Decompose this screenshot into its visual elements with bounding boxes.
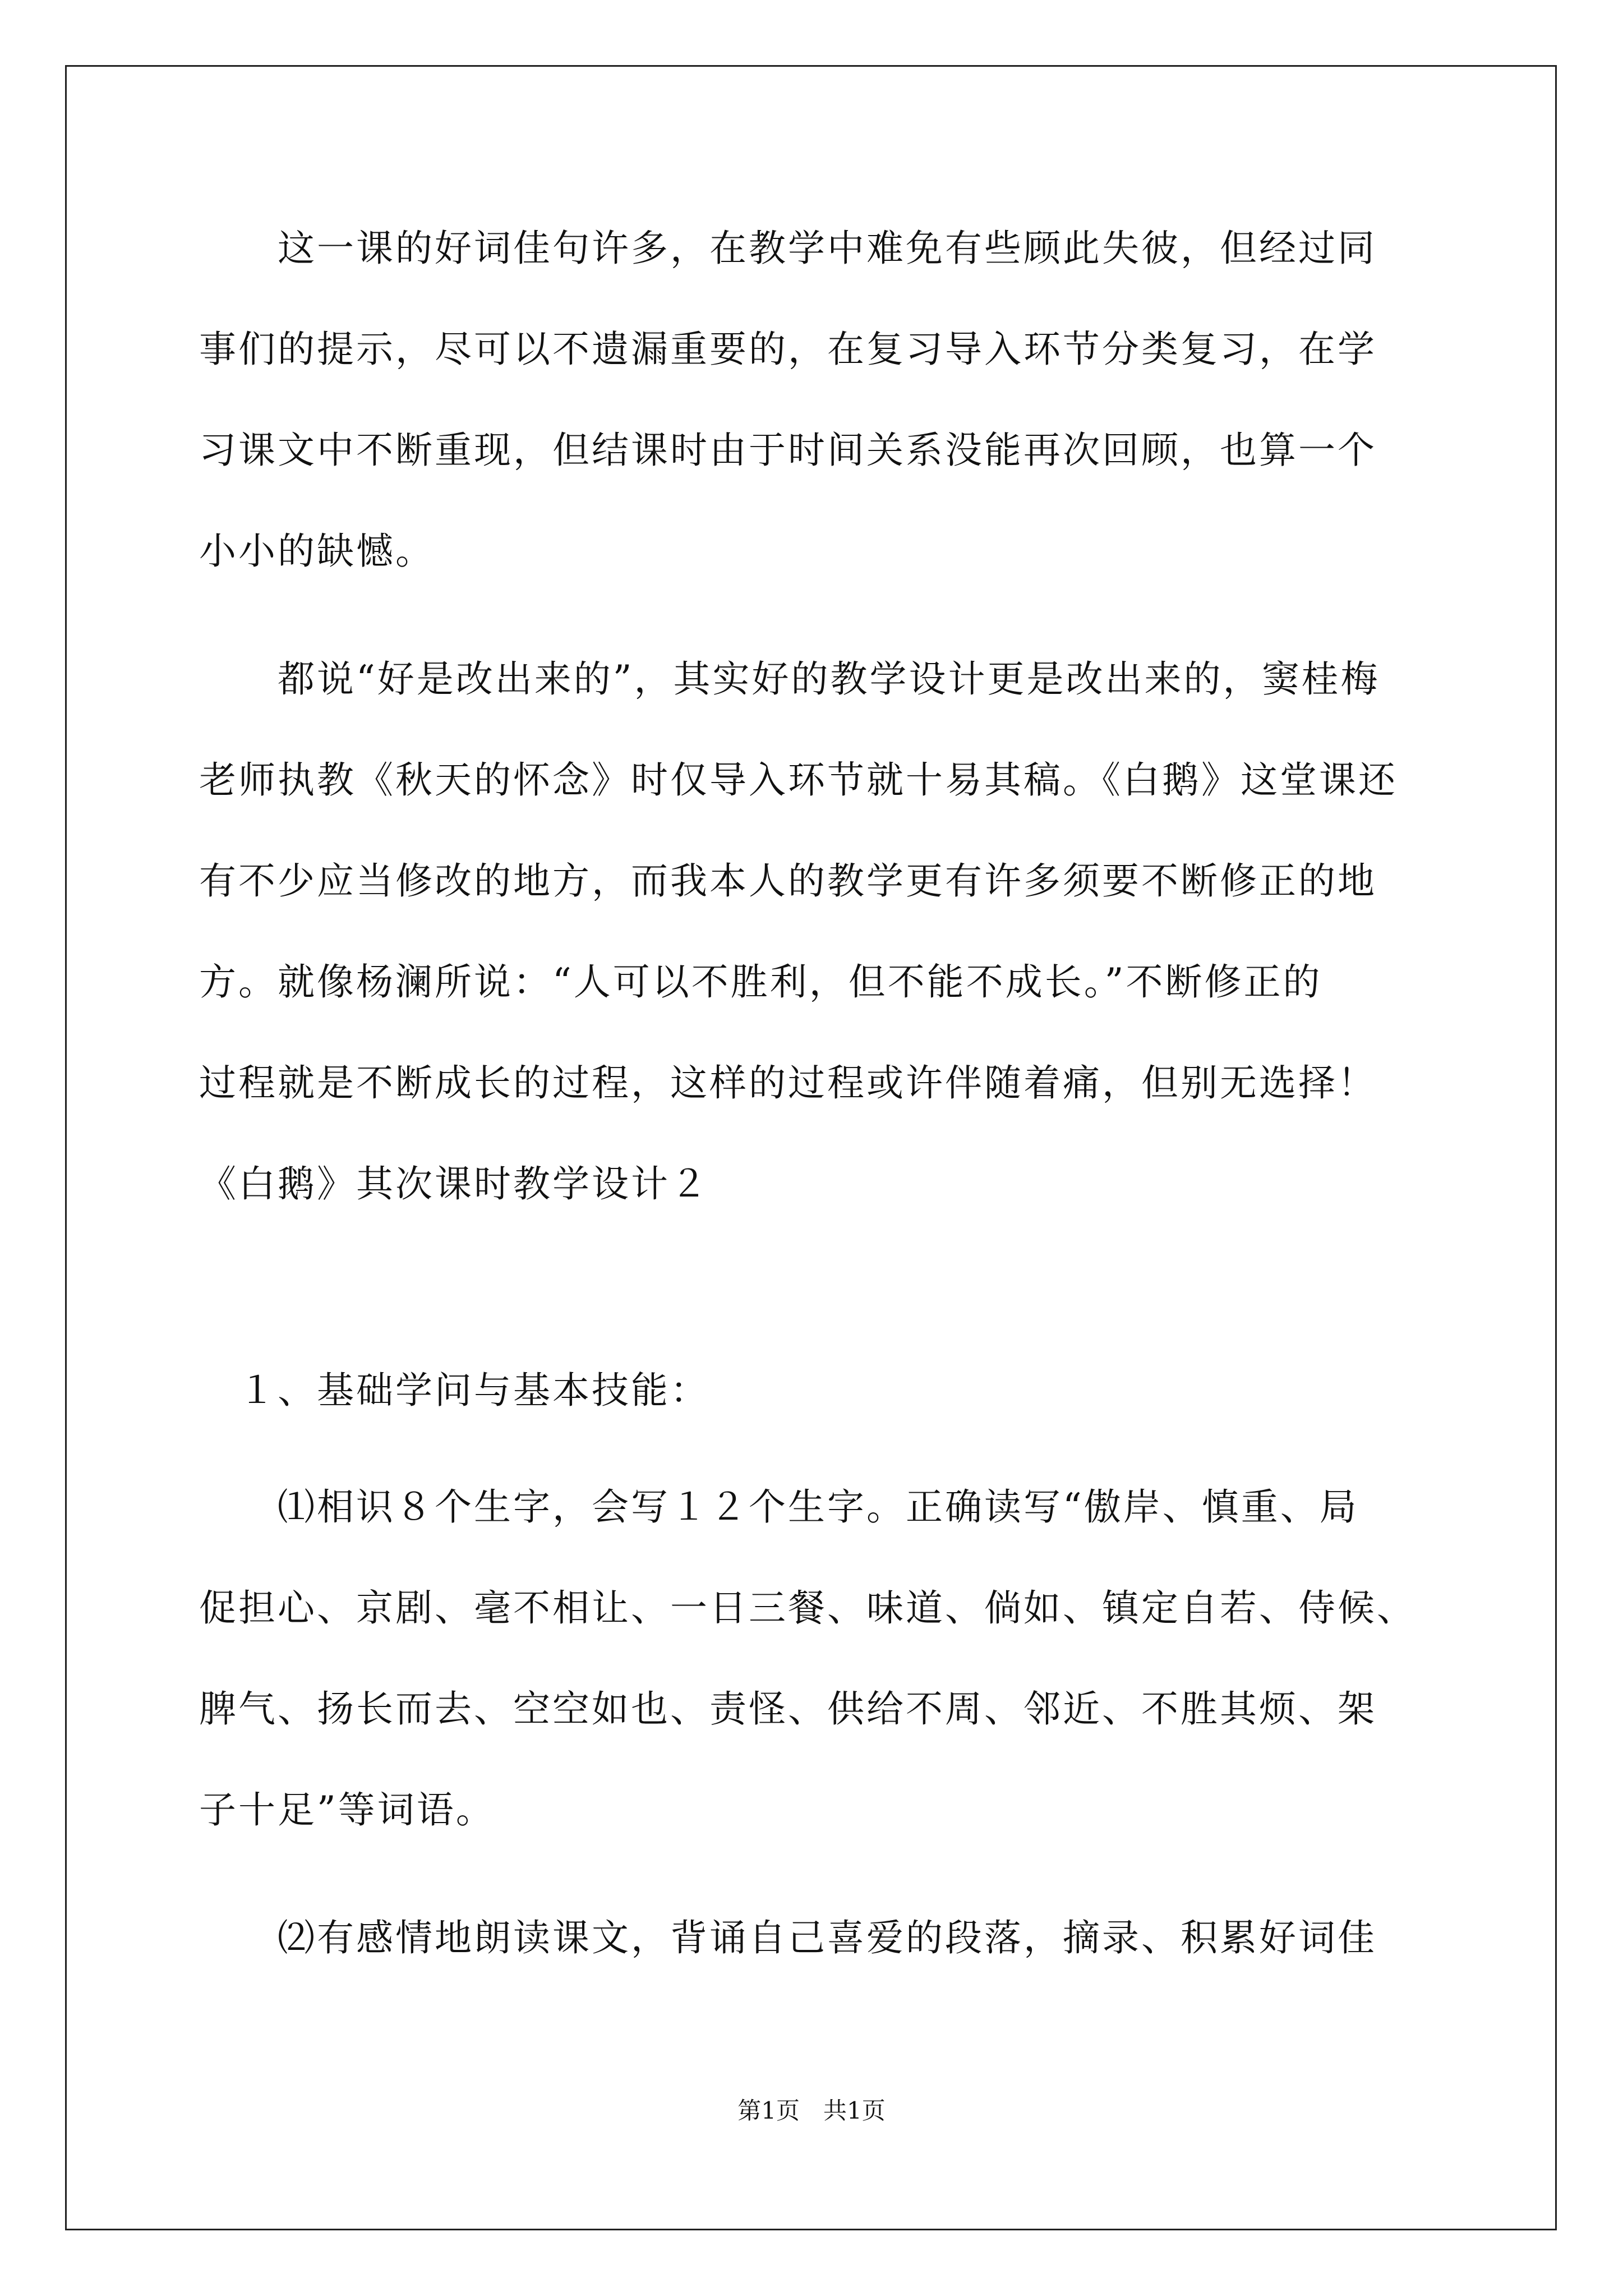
text-line: 习课文中不断重现，但结课时由于时间关系没能再次回顾，也算一个 bbox=[199, 429, 1377, 472]
text-line: 脾气、扬长而去、空空如也、责怪、供给不周、邻近、不胜其烦、架 bbox=[199, 1687, 1377, 1731]
page-footer: 第1页 共1页 bbox=[737, 2097, 886, 2124]
text-line: 事们的提示，尽可以不遗漏重要的，在复习导入环节分类复习，在学 bbox=[199, 328, 1377, 371]
text-line: 方。就像杨澜所说：“人可以不胜利，但不能不成长。”不断修正的 bbox=[199, 960, 1322, 1004]
text-line: 过程就是不断成长的过程，这样的过程或许伴随着痛，但别无选择！ bbox=[199, 1061, 1377, 1105]
text-line: ⑵有感情地朗读课文，背诵自己喜爱的段落，摘录、积累好词佳 bbox=[199, 1916, 1377, 1959]
text-line: 这一课的好词佳句许多，在教学中难免有些顾此失彼，但经过同 bbox=[199, 227, 1377, 270]
text-line: 促担心、京剧、毫不相让、一日三餐、味道、倘如、镇定自若、侍候、 bbox=[199, 1586, 1416, 1630]
section-title: 《白鹅》其次课时教学设计２ bbox=[199, 1162, 709, 1205]
text-line: 子十足”等词语。 bbox=[199, 1788, 495, 1832]
text-line: 小小的缺憾。 bbox=[199, 530, 435, 573]
text-line: 老师执教《秋天的怀念》时仅导入环节就十易其稿。《白鹅》这堂课还 bbox=[199, 758, 1398, 802]
text-line: 都说“好是改出来的”，其实好的教学设计更是改出来的，窦桂梅 bbox=[199, 657, 1380, 701]
text-line: ⑴相识８个生字，会写１２个生字。正确读写“傲岸、慎重、局 bbox=[199, 1485, 1359, 1529]
text-line: １、基础学问与基本技能： bbox=[199, 1369, 709, 1412]
text-line: 有不少应当修改的地方，而我本人的教学更有许多须要不断修正的地 bbox=[199, 859, 1377, 903]
page-border bbox=[65, 65, 1557, 2230]
